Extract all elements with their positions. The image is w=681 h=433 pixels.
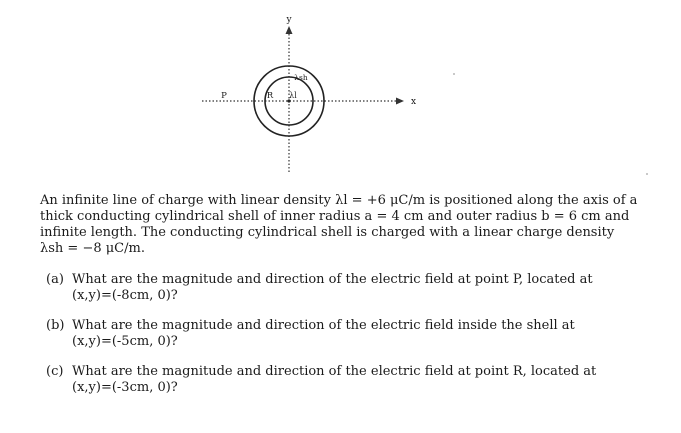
lambda-l-label: λl bbox=[289, 91, 297, 100]
lambda-sh-label: λsh bbox=[294, 73, 308, 82]
y-axis-label: y bbox=[286, 15, 292, 25]
x-axis-label: x bbox=[411, 97, 417, 107]
question-text: What are the magnitude and direction of the electric field at point R, located at bbox=[72, 364, 597, 379]
question-part-c bbox=[46, 364, 636, 396]
question-label: (a) bbox=[46, 272, 64, 287]
problem-statement bbox=[40, 193, 640, 257]
question-text: What are the magnitude and direction of the electric field inside the shell at bbox=[72, 318, 575, 333]
problem-statement-line: λsh = −8 μC/m. bbox=[40, 241, 145, 256]
problem-statement-line: An infinite line of charge with linear density λl = +6 μC/m is positioned along the axis of a bbox=[40, 193, 638, 208]
question-text-continued: (x,y)=(-8cm, 0)? bbox=[72, 288, 178, 303]
y-axis-arrowhead bbox=[286, 26, 293, 34]
question-part-b bbox=[46, 318, 636, 350]
x-axis-arrowhead bbox=[396, 98, 404, 105]
problem-statement-line: infinite length. The conducting cylindrical shell is charged with a linear charge density bbox=[40, 225, 615, 240]
scan-speck bbox=[453, 73, 455, 75]
problem-statement-line: thick conducting cylindrical shell of inner radius a = 4 cm and outer radius b = 6 cm and bbox=[40, 209, 630, 224]
scan-speck bbox=[646, 173, 648, 175]
question-label: (b) bbox=[46, 318, 65, 333]
question-part-a bbox=[46, 272, 636, 304]
point-p-label: P bbox=[221, 91, 227, 101]
question-text: What are the magnitude and direction of the electric field at point P, located at bbox=[72, 272, 593, 287]
point-r-label: R bbox=[266, 91, 274, 101]
question-text-continued: (x,y)=(-3cm, 0)? bbox=[72, 380, 178, 395]
cylindrical-shell-diagram bbox=[0, 0, 681, 190]
question-text-continued: (x,y)=(-5cm, 0)? bbox=[72, 334, 178, 349]
question-label: (c) bbox=[46, 364, 64, 379]
